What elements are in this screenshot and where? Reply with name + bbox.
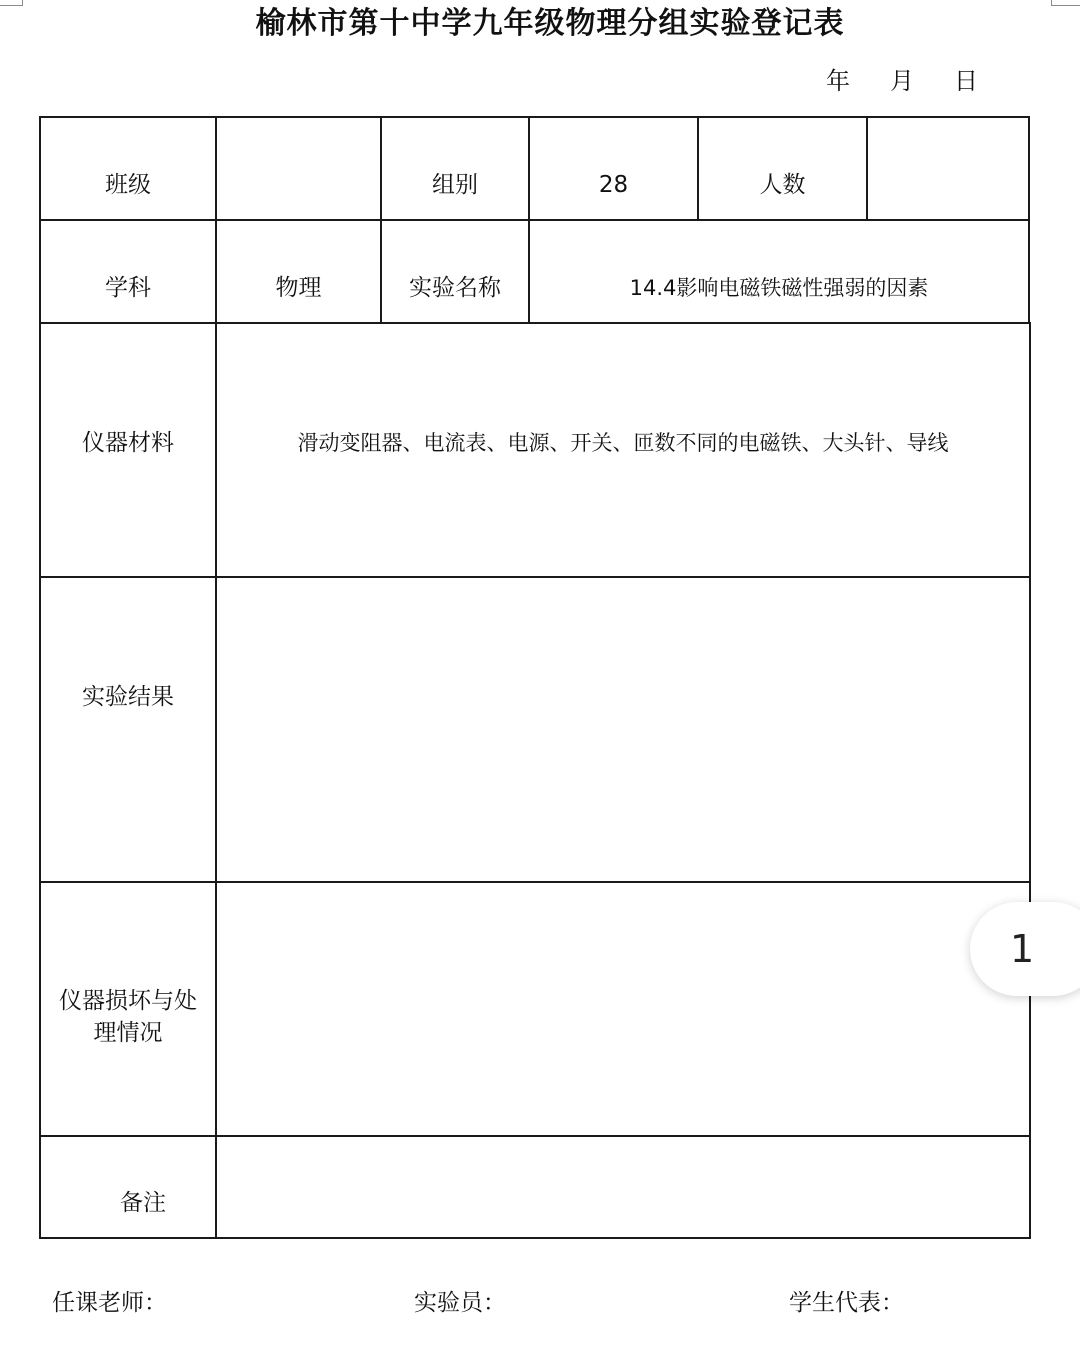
equipment-label: 仪器材料 [82, 430, 174, 456]
remarks-label: 备注 [120, 1190, 166, 1216]
class-label: 班级 [105, 171, 151, 198]
date-day-label: 日 [954, 67, 978, 95]
equipment-damage-label [41, 883, 215, 1151]
student-rep-signature-label: 学生代表： [789, 1290, 904, 1316]
table-border-right [1028, 116, 1030, 324]
page-indicator-badge[interactable] [970, 902, 1080, 996]
group-label: 组别 [432, 171, 478, 198]
class-value [217, 133, 380, 236]
equipment-damage-label-line2: 理情况 [93, 1020, 163, 1046]
headcount-label: 人数 [759, 171, 806, 198]
headcount-value [868, 133, 1028, 236]
subject-value: 物理 [275, 274, 322, 301]
teacher-signature-label: 任课老师： [52, 1290, 167, 1316]
experiment-name-label: 实验名称 [409, 274, 501, 301]
group-value: 28 [598, 171, 629, 198]
date-year-label: 年 [826, 67, 850, 95]
subject-label: 学科 [105, 274, 151, 301]
page-number: 1 [1010, 927, 1035, 971]
date-month-label: 月 [890, 67, 914, 95]
equipment-value: 滑动变阻器、电流表、电源、开关、匝数不同的电磁铁、大头针、导线 [297, 431, 949, 455]
table-border-top [39, 116, 1030, 118]
equipment-damage-value [217, 883, 1029, 1135]
experiment-name-value: 14.4影响电磁铁磁性强弱的因素 [629, 275, 929, 300]
experimenter-signature-label: 实验员： [414, 1290, 506, 1316]
document-title: 榆林市第十中学九年级物理分组实验登记表 [255, 6, 845, 41]
results-value [217, 578, 1029, 881]
remarks-value [217, 1137, 1029, 1237]
table-border-right [1029, 322, 1031, 1239]
equipment-damage-label-line1: 仪器损坏与处 [59, 988, 197, 1014]
results-label: 实验结果 [82, 684, 174, 710]
